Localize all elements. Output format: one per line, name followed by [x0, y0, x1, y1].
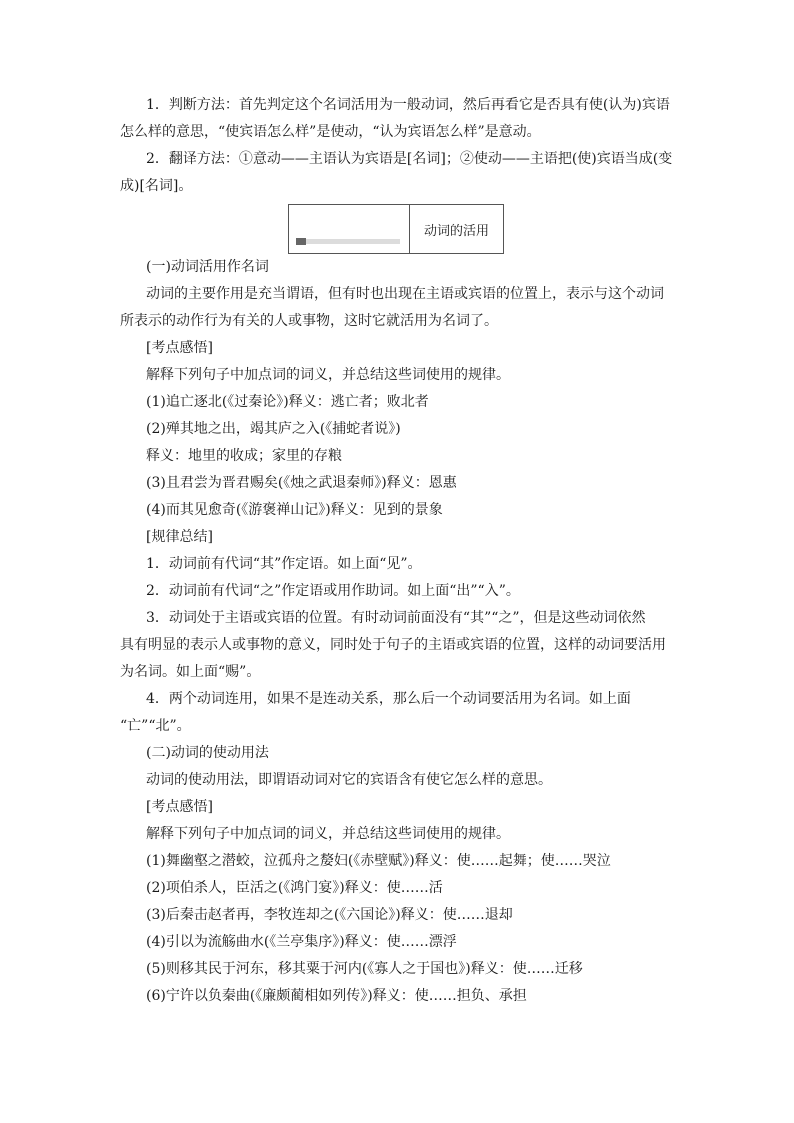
judge-method-line2: 怎么样的意思，“使宾语怎么样”是使动，“认为宾语怎么样”是意动。 — [120, 124, 541, 140]
part1-rule-3-line1: 3．动词处于主语或宾语的位置。有时动词前面没有“其”“之”，但是这些动词依然 — [146, 610, 646, 626]
header-box-bar — [296, 239, 400, 244]
part1-example-2: (2)殚其地之出，竭其庐之入(《捕蛇者说》) — [146, 421, 401, 437]
part2-intro: 动词的使动用法，即谓语动词对它的宾语含有使它怎么样的意思。 — [146, 772, 552, 788]
part2-example-6: (6)宁许以负秦曲(《廉颇蔺相如列传》)释义：使……担负、承担 — [146, 988, 527, 1004]
part2-example-4: (4)引以为流觞曲水(《兰亭集序》)释义：使……漂浮 — [146, 934, 457, 950]
part1-example-4: (4)而其见愈奇(《游褒禅山记》)释义：见到的景象 — [146, 502, 443, 518]
part1-task: 解释下列句子中加点词的词义，并总结这些词使用的规律。 — [146, 367, 510, 383]
part1-rule-1: 1．动词前有代词“其”作定语。如上面“见”。 — [146, 556, 422, 572]
part1-rule-4-line2: “亡”“北”。 — [120, 718, 191, 734]
part2-example-1: (1)舞幽壑之潜蛟，泣孤舟之嫠妇(《赤壁赋》)释义：使……起舞；使……哭泣 — [146, 853, 611, 869]
judge-method-line1: 1．判断方法：首先判定这个名词活用为一般动词，然后再看它是否具有使(认为)宾语 — [146, 97, 670, 113]
part2-heading: (二)动词的使动用法 — [146, 745, 269, 761]
translate-method-line1: 2．翻译方法：①意动——主语认为宾语是[名词]；②使动——主语把(使)宾语当成(变 — [146, 151, 673, 167]
part2-example-2: (2)项伯杀人，臣活之(《鸿门宴》)释义：使……活 — [146, 880, 443, 896]
bar-marker-icon — [296, 238, 306, 245]
part1-rule-4-line1: 4．两个动词连用，如果不是连动关系，那么后一个动词要活用为名词。如上面 — [146, 691, 631, 707]
part1-ganwu-label: [考点感悟] — [146, 340, 213, 356]
part1-example-1: (1)追亡逐北(《过秦论》)释义：逃亡者；败北者 — [146, 394, 429, 410]
section-header-box — [288, 204, 504, 254]
translate-method-line2: 成)[名词]。 — [120, 178, 193, 194]
part1-intro-line2: 所表示的动作行为有关的人或事物，这时它就活用为名词了。 — [120, 313, 498, 329]
part1-rule-label: [规律总结] — [146, 529, 213, 545]
part2-example-5: (5)则移其民于河东，移其粟于河内(《寡人之于国也》)释义：使……迁移 — [146, 961, 583, 977]
part2-task: 解释下列句子中加点词的词义，并总结这些词使用的规律。 — [146, 826, 510, 842]
part1-heading: (一)动词活用作名词 — [146, 259, 269, 275]
part1-rule-3-line3: 为名词。如上面“赐”。 — [120, 664, 261, 680]
part1-example-3: (3)且君尝为晋君赐矣(《烛之武退秦师》)释义：恩惠 — [146, 475, 457, 491]
part1-rule-2: 2．动词前有代词“之”作定语或用作助词。如上面“出”“入”。 — [146, 583, 520, 599]
part1-intro-line1: 动词的主要作用是充当谓语，但有时也出现在主语或宾语的位置上，表示与这个动词 — [146, 286, 664, 302]
section-header-title: 动词的活用 — [423, 223, 489, 239]
part2-ganwu-label: [考点感悟] — [146, 799, 213, 815]
part2-example-3: (3)后秦击赵者再，李牧连却之(《六国论》)释义：使……退却 — [146, 907, 513, 923]
part1-rule-3-line2: 具有明显的表示人或事物的意义，同时处于句子的主语或宾语的位置，这样的动词要活用 — [120, 637, 666, 653]
part1-example-2-gloss: 释义：地里的收成；家里的存粮 — [146, 448, 342, 464]
header-box-left-cell — [289, 205, 410, 253]
